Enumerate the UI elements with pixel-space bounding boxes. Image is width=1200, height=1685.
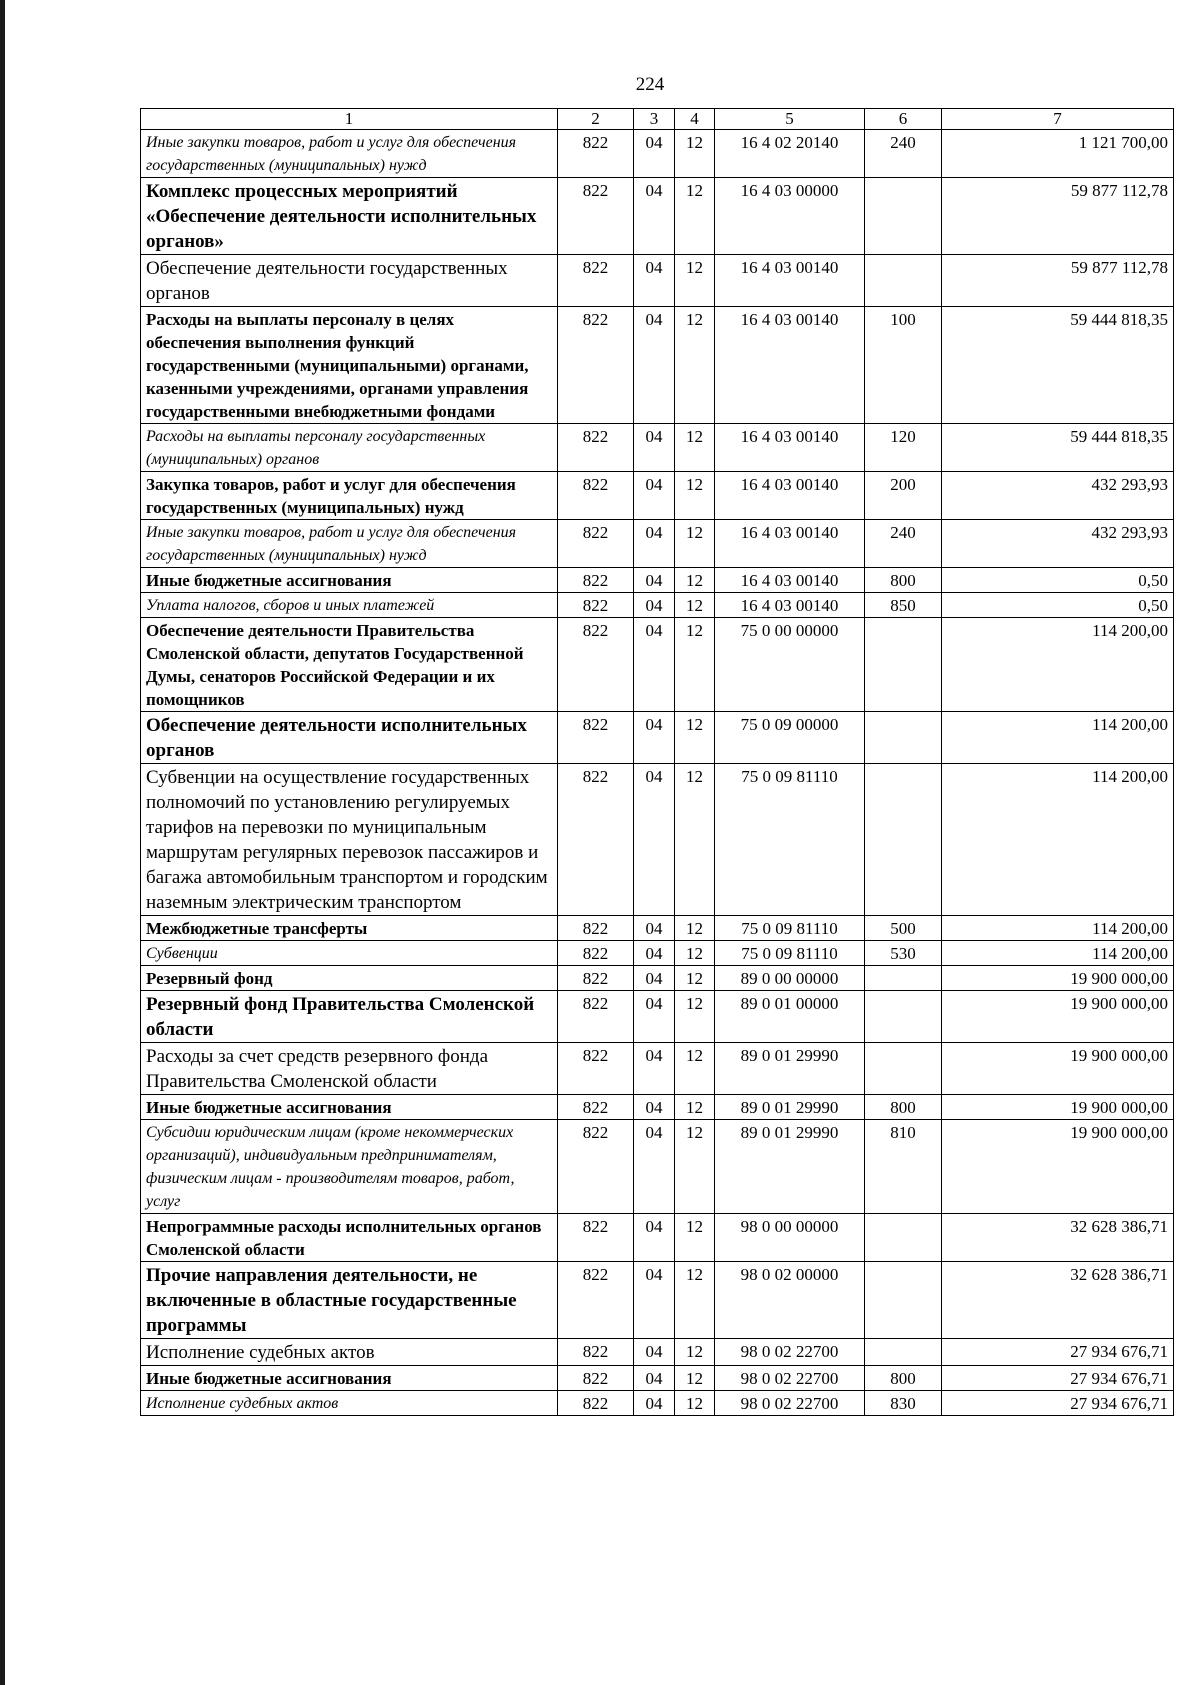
header-col-5: 5 [715,109,865,130]
row-col-3-cell: 04 [634,1391,675,1416]
row-col-5-cell: 16 4 03 00140 [715,307,865,424]
row-col-3-cell: 04 [634,916,675,941]
table-row [141,1366,1174,1391]
row-col-6-cell [865,1262,942,1339]
row-col-4-cell: 12 [675,472,715,520]
row-name-cell: Резервный фонд Правительства Смоленской области [141,991,558,1043]
row-col-2-cell: 822 [558,1391,634,1416]
row-col-6-cell [865,255,942,307]
row-col-3-cell: 04 [634,1262,675,1339]
row-amount-cell: 19 900 000,00 [942,1043,1174,1095]
row-col-3-cell: 04 [634,991,675,1043]
row-col-5-cell: 89 0 01 29990 [715,1120,865,1214]
row-col-4-cell: 12 [675,1262,715,1339]
table-row [141,1043,1174,1095]
row-col-3-cell: 04 [634,764,675,916]
row-col-3-cell: 04 [634,1366,675,1391]
row-col-4-cell: 12 [675,1120,715,1214]
row-amount-cell: 27 934 676,71 [942,1366,1174,1391]
row-name-cell: Закупка товаров, работ и услуг для обеспечения государственных (муниципальных) нужд [141,472,558,520]
row-amount-cell: 114 200,00 [942,916,1174,941]
row-name-cell: Обеспечение деятельности исполнительных органов [141,712,558,764]
row-col-2-cell: 822 [558,1214,634,1262]
row-name-cell: Иные закупки товаров, работ и услуг для обеспечения государственных (муниципальных) нужд [141,130,558,178]
row-amount-cell: 59 877 112,78 [942,255,1174,307]
table-row [141,178,1174,255]
row-col-5-cell: 16 4 03 00140 [715,593,865,618]
table-row [141,991,1174,1043]
row-col-3-cell: 04 [634,424,675,472]
row-col-4-cell: 12 [675,520,715,568]
row-col-2-cell: 822 [558,593,634,618]
row-col-4-cell: 12 [675,1366,715,1391]
row-col-6-cell [865,712,942,764]
table-row [141,764,1174,916]
row-col-6-cell [865,1339,942,1366]
row-col-5-cell: 16 4 03 00140 [715,472,865,520]
row-name-cell: Уплата налогов, сборов и иных платежей [141,593,558,618]
row-amount-cell: 19 900 000,00 [942,966,1174,991]
row-name-cell: Непрограммные расходы исполнительных органов Смоленской области [141,1214,558,1262]
row-col-4-cell: 12 [675,1391,715,1416]
row-col-5-cell: 75 0 09 81110 [715,916,865,941]
row-name-cell: Исполнение судебных актов [141,1339,558,1366]
row-col-4-cell: 12 [675,307,715,424]
row-col-6-cell: 850 [865,593,942,618]
row-col-5-cell: 98 0 02 22700 [715,1391,865,1416]
row-col-6-cell [865,178,942,255]
row-col-3-cell: 04 [634,307,675,424]
row-col-5-cell: 16 4 03 00140 [715,255,865,307]
row-name-cell: Расходы на выплаты персоналу государственных (муниципальных) органов [141,424,558,472]
row-amount-cell: 27 934 676,71 [942,1339,1174,1366]
row-amount-cell: 32 628 386,71 [942,1214,1174,1262]
row-col-5-cell: 75 0 00 00000 [715,618,865,712]
row-col-4-cell: 12 [675,1214,715,1262]
row-name-cell: Субвенции [141,941,558,966]
row-col-5-cell: 98 0 00 00000 [715,1214,865,1262]
table-row [141,1214,1174,1262]
row-amount-cell: 0,50 [942,568,1174,593]
row-col-6-cell: 800 [865,1095,942,1120]
row-name-cell: Обеспечение деятельности государственных органов [141,255,558,307]
row-name-cell: Субсидии юридическим лицам (кроме некоммерческих организаций), индивидуальным предпринимателям, физическим лицам - производителям товаров, работ, услуг [141,1120,558,1214]
row-col-4-cell: 12 [675,568,715,593]
row-col-3-cell: 04 [634,1095,675,1120]
row-col-2-cell: 822 [558,424,634,472]
row-col-5-cell: 89 0 01 00000 [715,991,865,1043]
row-col-2-cell: 822 [558,966,634,991]
row-amount-cell: 0,50 [942,593,1174,618]
row-name-cell: Межбюджетные трансферты [141,916,558,941]
header-col-4: 4 [675,109,715,130]
row-col-4-cell: 12 [675,764,715,916]
table-row [141,520,1174,568]
row-col-5-cell: 89 0 01 29990 [715,1095,865,1120]
row-name-cell: Исполнение судебных актов [141,1391,558,1416]
row-amount-cell: 114 200,00 [942,712,1174,764]
row-col-5-cell: 98 0 02 00000 [715,1262,865,1339]
table-row [141,966,1174,991]
row-col-4-cell: 12 [675,424,715,472]
header-col-3: 3 [634,109,675,130]
row-amount-cell: 59 877 112,78 [942,178,1174,255]
row-col-4-cell: 12 [675,916,715,941]
row-col-6-cell: 200 [865,472,942,520]
row-col-2-cell: 822 [558,255,634,307]
row-col-2-cell: 822 [558,1262,634,1339]
row-col-6-cell: 240 [865,130,942,178]
table-row [141,1095,1174,1120]
row-name-cell: Субвенции на осуществление государственных полномочий по установлению регулируемых тарифов на перевозки по муниципальным маршрутам регулярных перевозок пассажиров и багажа автомобильным транспортом и городским наземным электрическим транспортом [141,764,558,916]
row-col-5-cell: 89 0 01 29990 [715,1043,865,1095]
page-number: 224 [635,74,665,95]
table-row [141,1339,1174,1366]
row-name-cell: Прочие направления деятельности, не включенные в областные государственные программы [141,1262,558,1339]
row-amount-cell: 114 200,00 [942,764,1174,916]
table-row [141,307,1174,424]
row-col-6-cell: 120 [865,424,942,472]
scan-edge [0,0,5,1685]
row-col-5-cell: 16 4 03 00140 [715,424,865,472]
row-col-3-cell: 04 [634,941,675,966]
row-col-6-cell: 800 [865,1366,942,1391]
row-col-2-cell: 822 [558,1043,634,1095]
row-amount-cell: 19 900 000,00 [942,1095,1174,1120]
row-name-cell: Резервный фонд [141,966,558,991]
row-col-2-cell: 822 [558,1366,634,1391]
header-col-6: 6 [865,109,942,130]
row-col-6-cell: 830 [865,1391,942,1416]
row-col-6-cell [865,966,942,991]
row-col-6-cell: 810 [865,1120,942,1214]
table-row [141,712,1174,764]
row-col-2-cell: 822 [558,991,634,1043]
row-col-2-cell: 822 [558,764,634,916]
row-amount-cell: 432 293,93 [942,472,1174,520]
table-row [141,568,1174,593]
row-amount-cell: 114 200,00 [942,941,1174,966]
row-col-4-cell: 12 [675,178,715,255]
row-col-2-cell: 822 [558,941,634,966]
row-col-6-cell [865,1214,942,1262]
row-col-2-cell: 822 [558,1095,634,1120]
table-row [141,618,1174,712]
row-col-6-cell [865,764,942,916]
table-row [141,472,1174,520]
row-col-3-cell: 04 [634,472,675,520]
row-col-2-cell: 822 [558,1339,634,1366]
row-col-4-cell: 12 [675,1339,715,1366]
row-name-cell: Иные бюджетные ассигнования [141,1095,558,1120]
row-col-5-cell: 75 0 09 81110 [715,941,865,966]
table-row [141,1391,1174,1416]
row-amount-cell: 32 628 386,71 [942,1262,1174,1339]
row-col-4-cell: 12 [675,966,715,991]
row-col-6-cell: 800 [865,568,942,593]
row-col-4-cell: 12 [675,593,715,618]
row-amount-cell: 432 293,93 [942,520,1174,568]
row-col-3-cell: 04 [634,1043,675,1095]
row-col-4-cell: 12 [675,941,715,966]
row-col-6-cell [865,1043,942,1095]
row-col-2-cell: 822 [558,130,634,178]
row-col-5-cell: 98 0 02 22700 [715,1339,865,1366]
row-col-3-cell: 04 [634,1339,675,1366]
table-header-row [141,109,1174,130]
row-col-3-cell: 04 [634,1120,675,1214]
row-amount-cell: 59 444 818,35 [942,424,1174,472]
row-name-cell: Комплекс процессных мероприятий «Обеспечение деятельности исполнительных органов» [141,178,558,255]
row-col-3-cell: 04 [634,712,675,764]
row-col-2-cell: 822 [558,618,634,712]
row-col-6-cell: 530 [865,941,942,966]
row-col-5-cell: 16 4 02 20140 [715,130,865,178]
row-col-4-cell: 12 [675,1043,715,1095]
row-col-5-cell: 16 4 03 00140 [715,568,865,593]
row-amount-cell: 19 900 000,00 [942,1120,1174,1214]
row-col-5-cell: 16 4 03 00000 [715,178,865,255]
header-col-1: 1 [141,109,558,130]
row-col-2-cell: 822 [558,712,634,764]
row-col-3-cell: 04 [634,255,675,307]
row-col-4-cell: 12 [675,991,715,1043]
table-row [141,1262,1174,1339]
row-col-6-cell: 500 [865,916,942,941]
row-col-3-cell: 04 [634,130,675,178]
table-row [141,1120,1174,1214]
row-col-2-cell: 822 [558,307,634,424]
row-col-2-cell: 822 [558,916,634,941]
row-col-6-cell [865,618,942,712]
row-col-3-cell: 04 [634,618,675,712]
row-name-cell: Расходы на выплаты персоналу в целях обеспечения выполнения функций государственными (муниципальными) органами, казенными учреждениями, органами управления государственными внебюджетными фондами [141,307,558,424]
row-name-cell: Иные бюджетные ассигнования [141,568,558,593]
row-col-4-cell: 12 [675,1095,715,1120]
row-col-4-cell: 12 [675,130,715,178]
table-row [141,130,1174,178]
row-col-5-cell: 98 0 02 22700 [715,1366,865,1391]
row-col-5-cell: 89 0 00 00000 [715,966,865,991]
row-col-5-cell: 75 0 09 81110 [715,764,865,916]
table-row [141,941,1174,966]
row-col-5-cell: 16 4 03 00140 [715,520,865,568]
row-col-4-cell: 12 [675,712,715,764]
row-amount-cell: 27 934 676,71 [942,1391,1174,1416]
row-col-6-cell [865,991,942,1043]
row-col-6-cell: 240 [865,520,942,568]
row-col-3-cell: 04 [634,520,675,568]
row-col-6-cell: 100 [865,307,942,424]
row-col-4-cell: 12 [675,255,715,307]
header-col-7: 7 [942,109,1174,130]
row-amount-cell: 1 121 700,00 [942,130,1174,178]
row-name-cell: Иные закупки товаров, работ и услуг для обеспечения государственных (муниципальных) нужд [141,520,558,568]
table-row [141,916,1174,941]
row-col-2-cell: 822 [558,520,634,568]
row-amount-cell: 19 900 000,00 [942,991,1174,1043]
row-col-2-cell: 822 [558,568,634,593]
row-name-cell: Обеспечение деятельности Правительства Смоленской области, депутатов Государственной Думы, сенаторов Российской Федерации и их помощников [141,618,558,712]
row-col-5-cell: 75 0 09 00000 [715,712,865,764]
row-name-cell: Иные бюджетные ассигнования [141,1366,558,1391]
row-col-2-cell: 822 [558,1120,634,1214]
row-name-cell: Расходы за счет средств резервного фонда Правительства Смоленской области [141,1043,558,1095]
row-amount-cell: 114 200,00 [942,618,1174,712]
row-col-3-cell: 04 [634,568,675,593]
table-row [141,424,1174,472]
row-col-3-cell: 04 [634,966,675,991]
row-amount-cell: 59 444 818,35 [942,307,1174,424]
budget-table [140,108,1174,1416]
row-col-2-cell: 822 [558,178,634,255]
row-col-2-cell: 822 [558,472,634,520]
row-col-4-cell: 12 [675,618,715,712]
table-row [141,593,1174,618]
row-col-3-cell: 04 [634,593,675,618]
row-col-3-cell: 04 [634,1214,675,1262]
row-col-3-cell: 04 [634,178,675,255]
header-col-2: 2 [558,109,634,130]
table-row [141,255,1174,307]
